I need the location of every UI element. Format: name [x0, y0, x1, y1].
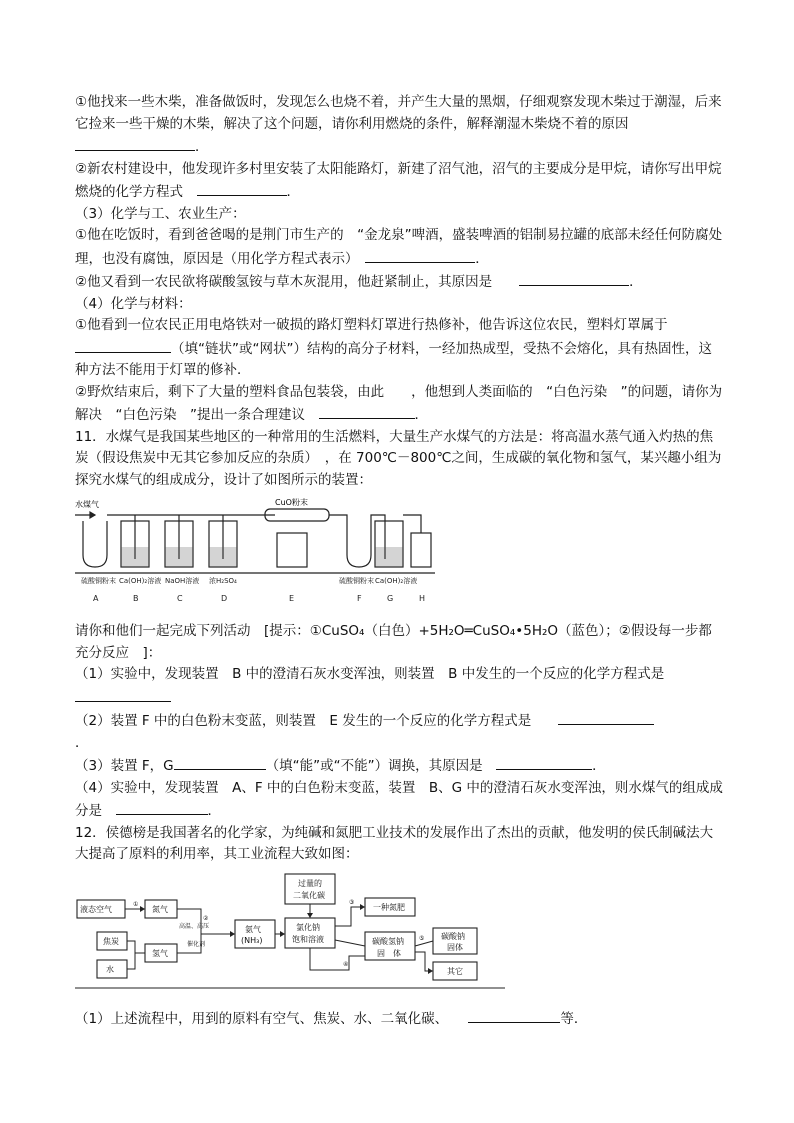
q-11-3: （3）装置 F，G （填“能”或“不能”）调换，其原因是 ．: [75, 754, 725, 778]
reagent-label: NaOH溶液: [165, 577, 200, 585]
box-nh3-formula: (NH₃): [241, 935, 263, 945]
flowchart-figure: [75, 870, 505, 995]
q-10-2-2: ②新农村建设中，他发现许多村里安装了太阳能路灯，新建了沼气池，沼气的主要成分是甲烷，请你写出甲烷燃烧的化学方程式 ．: [75, 160, 722, 200]
box-air: 液态空气: [80, 904, 112, 914]
answer-blank[interactable]: [174, 754, 266, 770]
question-11: 11．水煤气是我国某些地区的一种常用的生活燃料，大量生产水煤气的方法是：将高温水蒸气通入灼热的焦炭（假设焦炭中无其它参加反应的杂质） ，在 700℃－800℃之间，生成碳的氧化物和氢气，某兴趣小组为探究水煤气的组成成分，设计了如图所示的装置：: [75, 428, 722, 488]
apparatus-letter: H: [419, 594, 426, 603]
box-other: 其它: [447, 966, 463, 976]
step-number: ③: [349, 898, 355, 906]
q-10-4-1: ①他看到一位农民正用电烙铁对一破损的路灯塑料灯罩进行热修补，他告诉这位农民，塑料灯罩属于（填“链状”或“网状”）结构的高分子材料，一经加热成型，受热不会熔化，具有热固性，这种方法不能用于灯罩的修补．: [75, 317, 712, 378]
inlet-label: 水煤气: [75, 500, 99, 509]
q-10-3-1: ①他在吃饭时，看到爸爸喝的是荆门市生产的 “金龙泉”啤酒，盛装啤酒的铝制易拉罐的底部未经任何防腐处理，也没有腐蚀，原因是（用化学方程式表示） ．: [75, 227, 723, 267]
box-n2: 氮气: [152, 904, 168, 914]
step-number: ①: [133, 900, 139, 908]
answer-blank[interactable]: [519, 270, 629, 286]
box-h2: 氢气: [152, 948, 168, 958]
reagent-label: 浓H₂SO₄: [209, 577, 237, 585]
condition-label: 催化剂: [187, 940, 206, 948]
apparatus-letter: E: [289, 594, 295, 603]
answer-blank[interactable]: [75, 135, 195, 151]
box-nacl-line1: 氯化钠: [296, 922, 320, 932]
step-number: ②: [203, 914, 209, 922]
q-10-3-2: ②他又看到一农民欲将碳酸氢铵与草木灰混用，他赶紧制止，其原因是 ．: [75, 270, 725, 294]
apparatus-letter: G: [387, 594, 394, 603]
q-11-1: （1）实验中，发现装置 B 中的澄清石灰水变浑浊，则装置 B 中发生的一个反应的化学方程式是: [75, 664, 725, 709]
answer-blank[interactable]: [468, 1007, 560, 1023]
apparatus-letter: C: [177, 594, 183, 603]
box-co2-line1: 过量的: [298, 878, 322, 888]
answer-blank[interactable]: [75, 686, 171, 702]
apparatus-letter: A: [93, 594, 99, 603]
answer-blank[interactable]: [558, 709, 654, 725]
reagent-label: Ca(OH)₂溶液: [119, 577, 162, 585]
step-number: ⑤: [419, 934, 425, 942]
box-na2co3-line2: 固体: [447, 942, 463, 952]
apparatus-letter: D: [221, 594, 228, 603]
box-nahco3-line1: 碳酸氢钠: [372, 936, 404, 946]
question-12: 12．侯德榜是我国著名的化学家，为纯碱和氮肥工业技术的发展作出了杰出的贡献，他发明的侯氏制碱法大大提高了原料的利用率，其工业流程大致如图：: [75, 824, 714, 862]
answer-blank[interactable]: [365, 247, 475, 263]
apparatus-letter: F: [357, 594, 362, 603]
box-water: 水: [106, 964, 114, 974]
box-nahco3-line2: 固 体: [377, 948, 401, 958]
reagent-label: 硫酸铜粉末: [339, 577, 374, 585]
box-nh3: 氨气: [245, 924, 261, 934]
box-fertilizer: 一种氮肥: [373, 902, 405, 912]
answer-blank[interactable]: [75, 337, 171, 353]
box-na2co3-line1: 碳酸钠: [441, 931, 465, 941]
step-number: ④: [343, 960, 349, 968]
answer-blank[interactable]: [496, 754, 592, 770]
reagent-label: Ca(OH)₂溶液: [375, 577, 418, 585]
q-10-4-heading: （4）化学与材料：: [75, 295, 192, 312]
q-10-3-heading: （3）化学与工、农业生产：: [75, 205, 246, 222]
cuo-label: CuO粉末: [275, 498, 308, 507]
answer-blank[interactable]: [319, 403, 415, 419]
condition-label: 高温、高压: [179, 922, 210, 930]
q-10-2-1: ①他找来一些木柴，准备做饭时，发现怎么也烧不着，并产生大量的黑烟，仔细观察发现木柴过于潮湿，后来它捡来一些干燥的木柴，解决了这个问题，请你利用燃烧的条件，解释潮湿木柴烧不着的原因．: [75, 94, 722, 155]
answer-blank[interactable]: [116, 799, 208, 815]
apparatus-figure: [75, 493, 435, 611]
q-11-4: （4）实验中，发现装置 A、F 中的白色粉末变蓝，装置 B、G 中的澄清石灰水变浑浊，则水煤气的组成成分是 ．: [75, 779, 723, 819]
q-10-4-2: ②野炊结束后，剩下了大量的塑料食品包装袋，由此 ，他想到人类面临的 “白色污染 ”的问题，请你为解决 “白色污染 ”提出一条合理建议 ．: [75, 383, 723, 423]
reagent-label: 硫酸铜粉末: [81, 577, 116, 585]
apparatus-letter: B: [133, 594, 139, 603]
box-coke: 焦炭: [103, 936, 119, 946]
q-12-1: （1）上述流程中，用到的原料有空气、焦炭、水、二氧化碳、 等．: [75, 1007, 725, 1031]
answer-blank[interactable]: [197, 180, 287, 196]
hint: 请你和他们一起完成下列活动 [提示：①CuSO₄（白色）+5H₂O═CuSO₄•5H₂O（蓝色）；②假设每一步都充分反应 ]：: [75, 623, 712, 661]
q-11-2: （2）装置 F 中的白色粉末变蓝，则装置 E 发生的一个反应的化学方程式是 ．: [75, 709, 725, 754]
box-nacl-line2: 饱和溶液: [292, 934, 324, 944]
box-co2-line2: 二氧化碳: [293, 890, 325, 900]
